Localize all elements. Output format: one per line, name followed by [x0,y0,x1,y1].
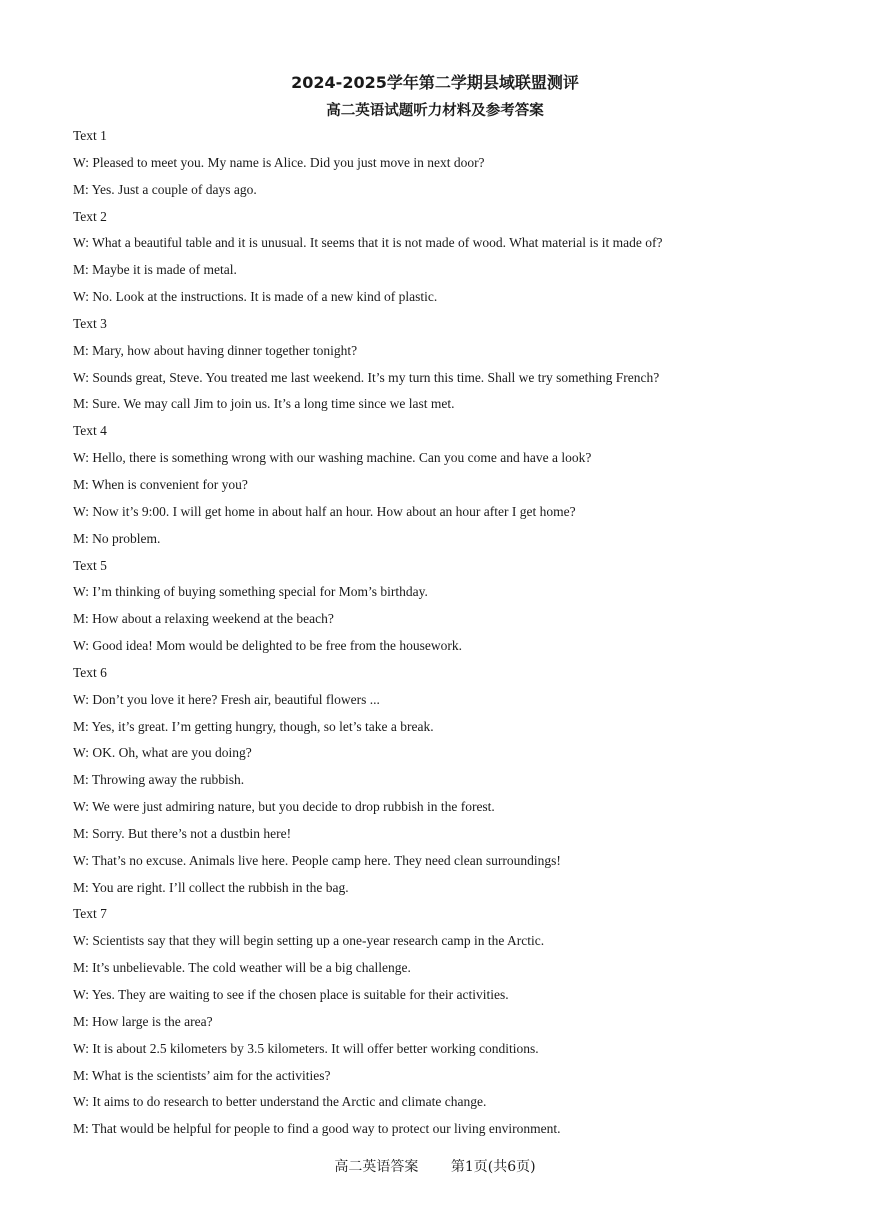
dialogue-line: W: Yes. They are waiting to see if the chosen place is suitable for their activities. [73,987,509,1002]
dialogue-line: M: Maybe it is made of metal. [73,262,237,278]
dialogue-line: M: That would be helpful for people to find a good way to protect our living environment. [73,1121,561,1137]
dialogue-line: M: Sure. We may call Jim to join us. It’s a long time since we last met. [73,396,455,412]
dialogue-line: M: You are right. I’ll collect the rubbish in the bag. [73,879,349,895]
dialogue-line: W: Now it’s 9:00. I will get home in about half an hour. How about an hour after I get home? [73,503,576,519]
dialogue-line: W: It is about 2.5 kilometers by 3.5 kilometers. It will offer better working conditions. [73,1040,539,1056]
dialogue-line: M: How about a relaxing weekend at the beach? [73,611,334,627]
dialogue-line: W: Scientists say that they will begin setting up a one-year research camp in the Arctic. [73,933,545,949]
section-heading-text-7: Text 7 [73,906,107,922]
section-heading-text-3: Text 3 [73,315,107,331]
section-heading-text-1: Text 1 [73,128,107,143]
dialogue-line: W: No. Look at the instructions. It is made of a new kind of plastic. [73,289,438,305]
dialogue-line: M: Mary, how about having dinner together tonight? [73,342,358,358]
dialogue-line: W: We were just admiring nature, but you decide to drop rubbish in the forest. [73,799,495,815]
dialogue-line: M: Yes. Just a couple of days ago. [73,181,257,197]
page-footer [0,1156,870,1176]
document-subtitle: 高二英语试题听力材料及参考答案 [326,103,544,119]
dialogue-line: M: Yes, it’s great. I’m getting hungry, though, so let’s take a break. [73,718,434,734]
dialogue-line: M: Throwing away the rubbish. [73,772,245,788]
footer-subject: 高二英语答案 [334,1159,419,1175]
dialogue-line: W: Don’t you love it here? Fresh air, beautiful flowers ... [73,691,380,707]
dialogue-line: W: That’s no excuse. Animals live here. People camp here. They need clean surroundings! [73,852,561,868]
dialogue-line: W: What a beautiful table and it is unusual. It seems that it is not made of wood. What material is it made of? [73,235,663,251]
dialogue-line: W: OK. Oh, what are you doing? [73,745,252,761]
dialogue-line: W: Good idea! Mom would be delighted to be free from the housework. [73,638,463,654]
dialogue-line: M: No problem. [73,530,161,546]
section-heading-text-2: Text 2 [73,208,107,224]
dialogue-line: W: Hello, there is something wrong with our washing machine. Can you come and have a look? [73,450,592,466]
dialogue-line: M: Sorry. But there’s not a dustbin here! [73,825,292,841]
transcript-body [73,126,853,1146]
dialogue-line: W: Pleased to meet you. My name is Alice. Did you just move in next door? [73,154,485,170]
document-title: 2024-2025学年第二学期县域联盟测评 [291,73,579,92]
dialogue-line: M: When is convenient for you? [73,476,248,492]
dialogue-line: W: It aims to do research to better understand the Arctic and climate change. [73,1094,487,1110]
footer-page-number: 第1页(共6页) [450,1159,536,1175]
section-heading-text-4: Text 4 [73,423,107,439]
dialogue-line: W: I’m thinking of buying something special for Mom’s birthday. [73,584,428,600]
section-heading-text-5: Text 5 [73,557,107,573]
dialogue-line: M: It’s unbelievable. The cold weather will be a big challenge. [73,960,411,976]
dialogue-line: W: Sounds great, Steve. You treated me last weekend. It’s my turn this time. Shall we try something French? [73,369,660,385]
section-heading-text-6: Text 6 [73,664,107,680]
dialogue-line: M: How large is the area? [73,1013,213,1029]
dialogue-line: M: What is the scientists’ aim for the activities? [73,1067,331,1083]
